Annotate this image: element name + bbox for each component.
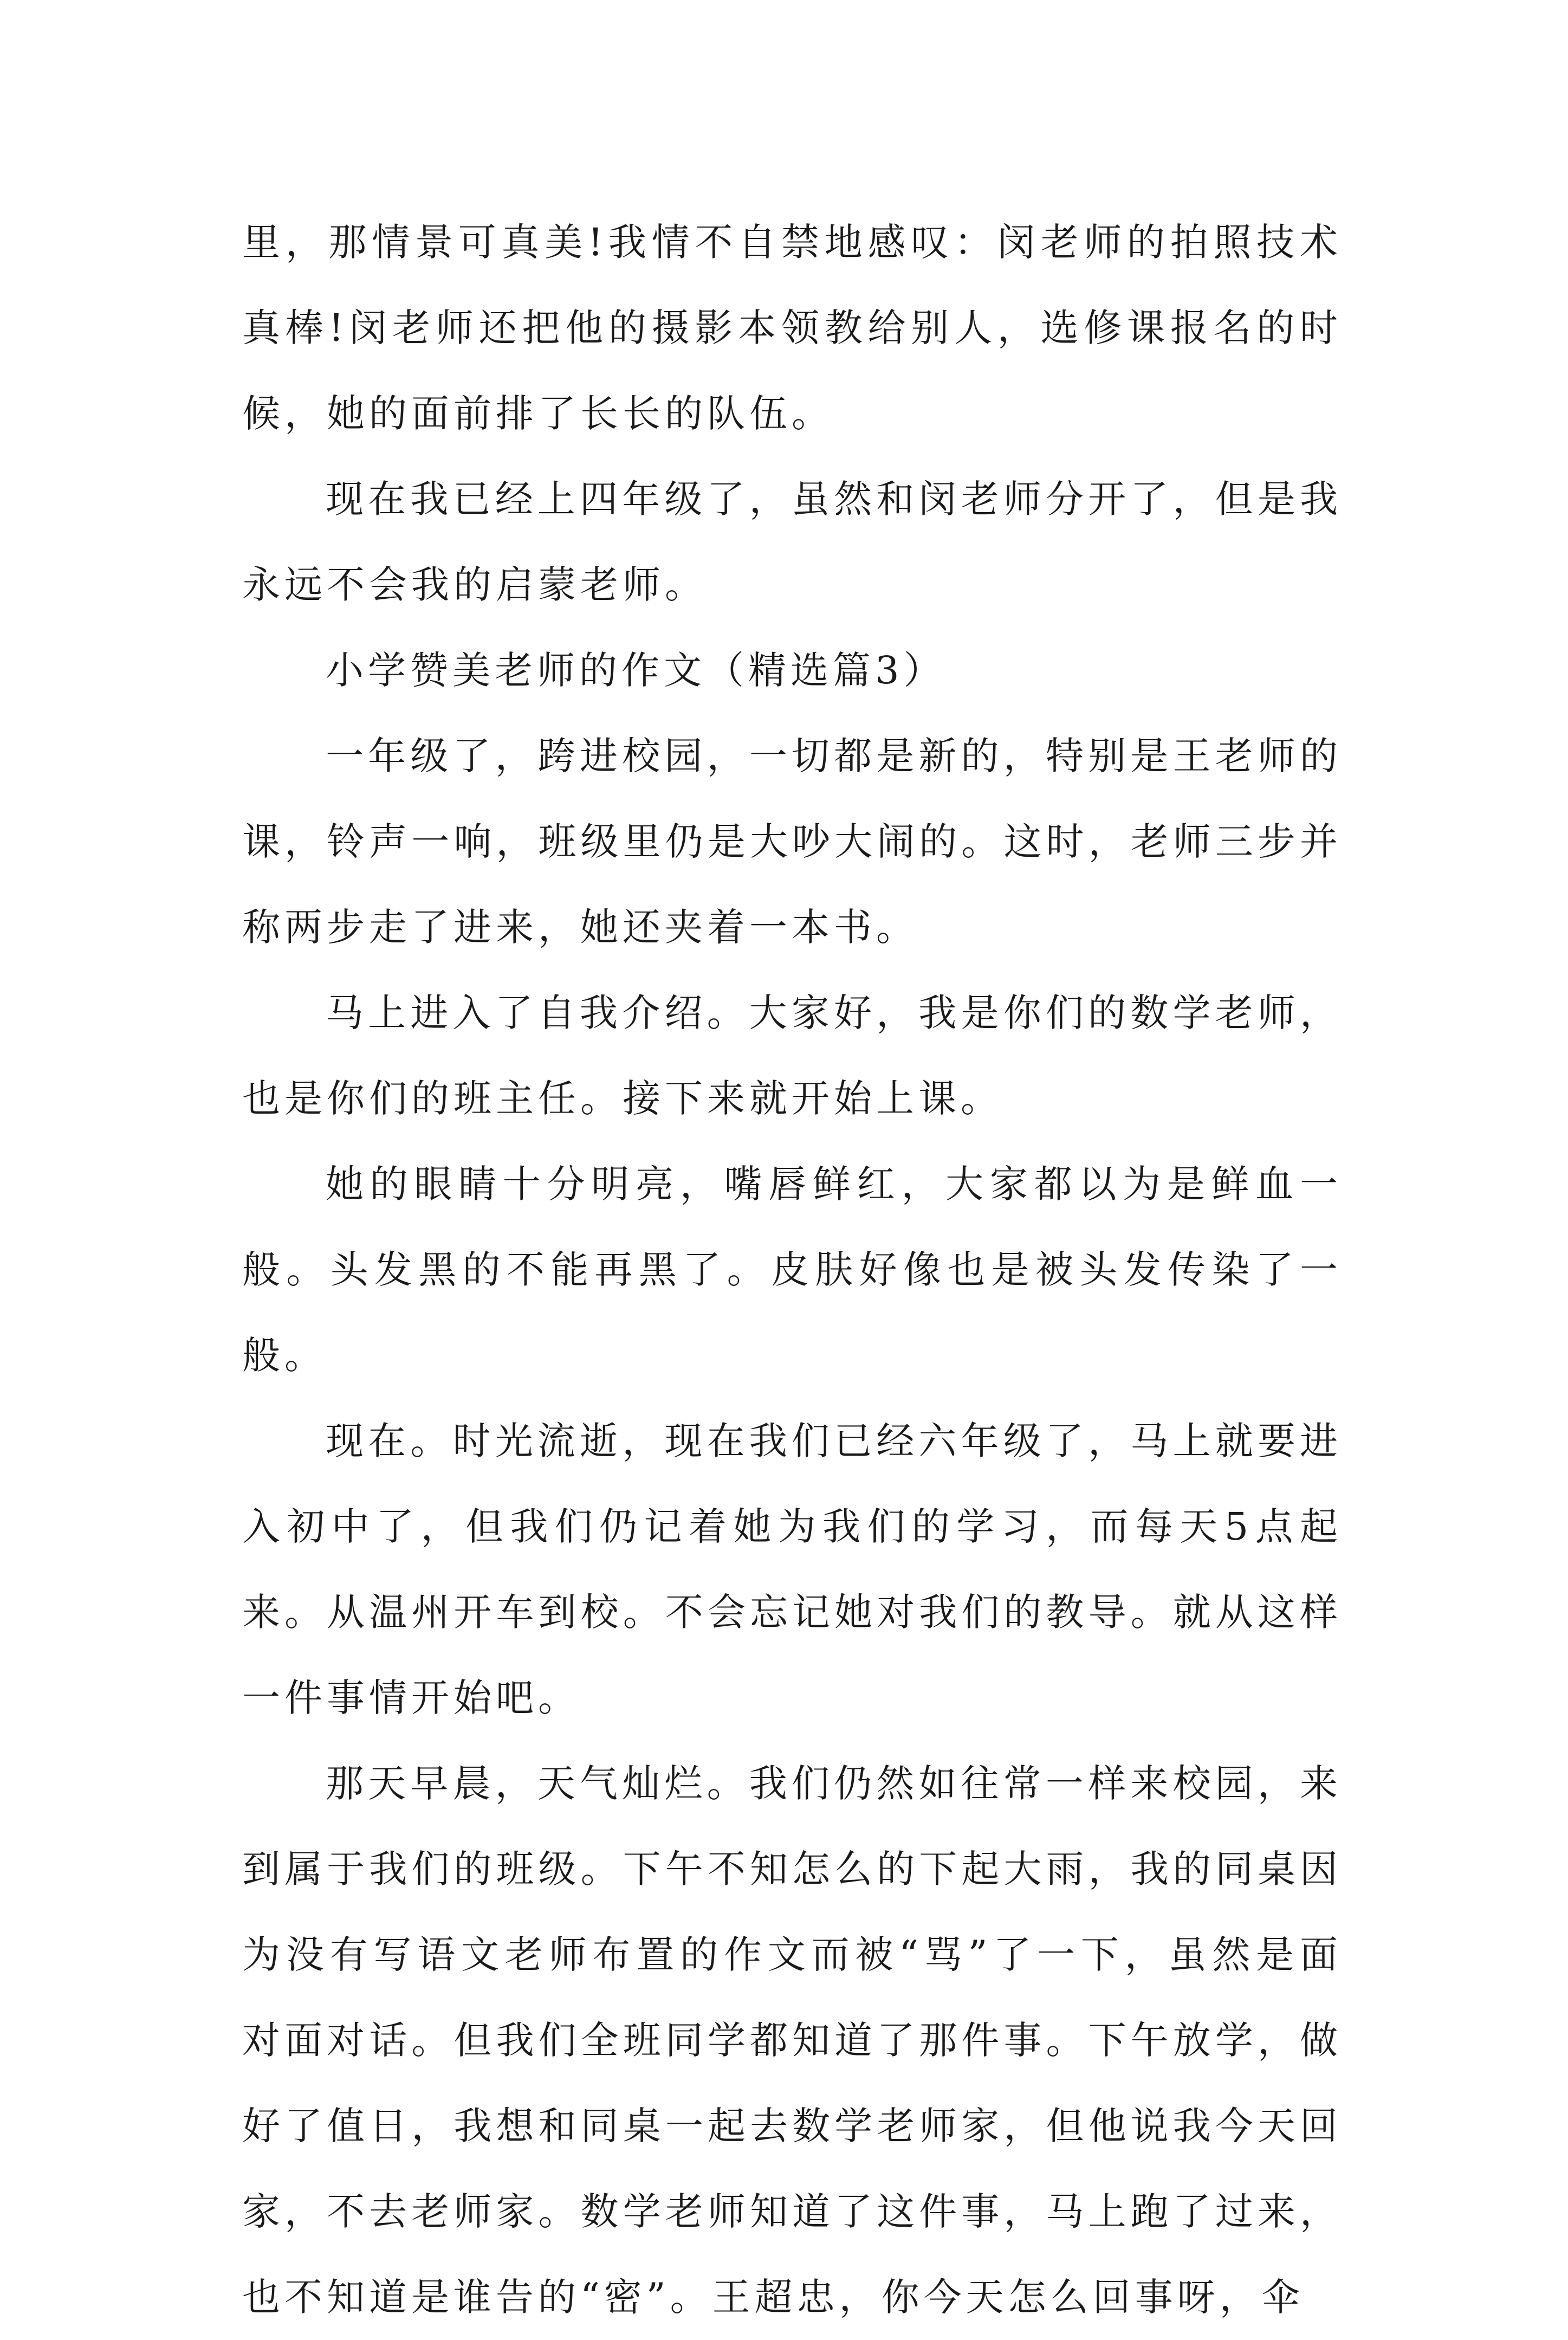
paragraph: 那天早晨，天气灿烂。我们仍然如往常一样来校园，来到属于我们的班级。下午不知怎么的下起大雨，我的同桌因为没有写语文老师布置的作文而被“骂”了一下，虽然是面对面对话。但我们全班同学都知道了那件事。下午放学，做好了值日，我想和同桌一起去数学老师家，但他说我今天回家，不去老师家。数学老师知道了这件事，马上跑了过来，也不知道是谁告的“密”。王超忠，你今天怎么回事呀，伞 (242, 1761, 1342, 2319)
paragraph: 现在。时光流逝，现在我们已经六年级了，马上就要进入初中了，但我们仍记着她为我们的学习，而每天5点起来。从温州开车到校。不会忘记她对我们的教导。就从这样一件事情开始吧。 (242, 1419, 1342, 1720)
paragraph: 现在我已经上四年级了，虽然和闵老师分开了，但是我永远不会我的启蒙老师。 (242, 477, 1342, 607)
paragraph: 里，那情景可真美!我情不自禁地感叹：闵老师的拍照技术真棒!闵老师还把他的摄影本领教给别人，选修课报名的时候，她的面前排了长长的队伍。 (242, 220, 1342, 436)
section-heading: 小学赞美老师的作文（精选篇3） (326, 648, 946, 693)
paragraph: 一年级了，跨进校园，一切都是新的，特别是王老师的课，铃声一响，班级里仍是大吵大闹的。这时，老师三步并称两步走了进来，她还夹着一本书。 (242, 734, 1342, 949)
paragraph: 马上进入了自我介绍。大家好，我是你们的数学老师，也是你们的班主任。接下来就开始上课。 (242, 991, 1342, 1121)
paragraph: 她的眼睛十分明亮，嘴唇鲜红，大家都以为是鲜血一般。头发黑的不能再黑了。皮肤好像也是被头发传染了一般。 (242, 1162, 1342, 1378)
essay-body (242, 199, 1342, 2340)
